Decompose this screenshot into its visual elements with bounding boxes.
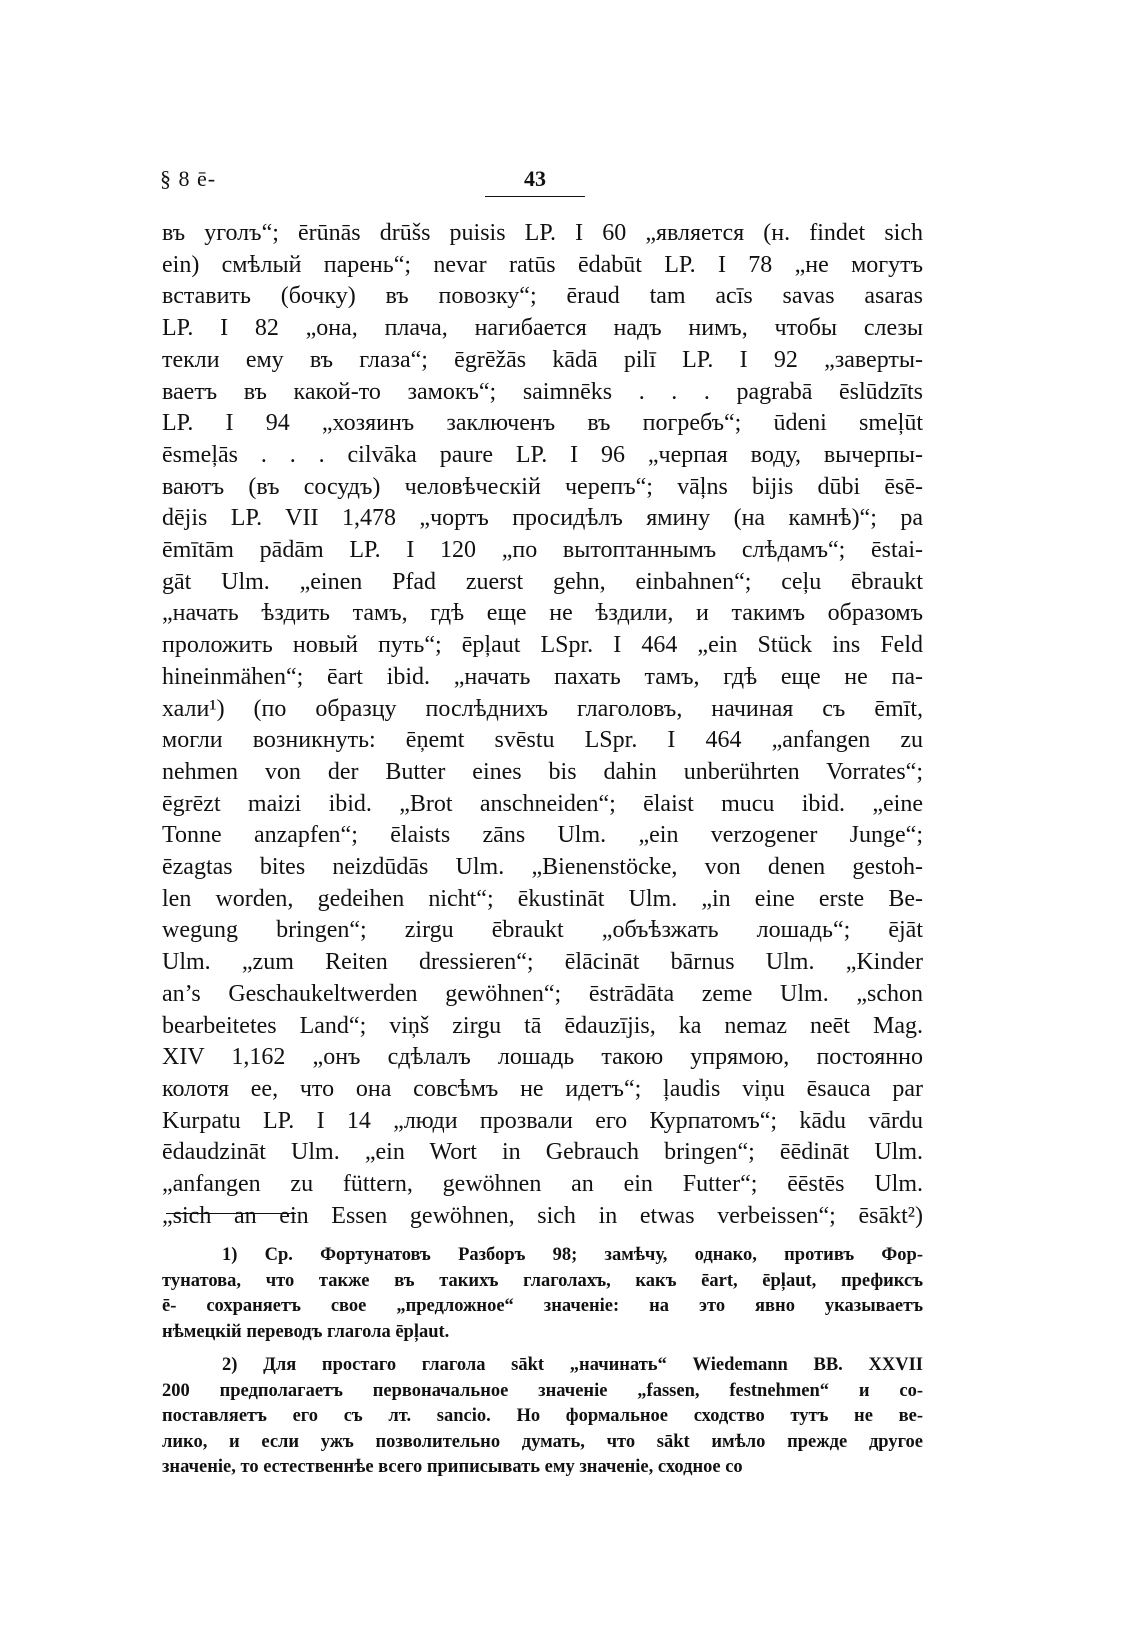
footnote-line: тунатова, что также въ такихъ глаголахъ, какъ ēart, ēpļaut, префиксъ [162, 1270, 923, 1291]
footnote-line: значеніе, то естественнѣе всего приписывать ему значеніе, сходное со [162, 1457, 743, 1477]
body-line: ēzagtas bites neizdūdās Ulm. „Bienenstöcke, von denen gestoh- [162, 854, 923, 881]
page-number-rule [485, 196, 585, 197]
body-line: ēsmeļās . . . cilvāka paure LP. I 96 „черпая воду, вычерпы- [162, 441, 923, 468]
body-line: вставить (бочку) въ повозку“; ēraud tam acīs savas asaras [162, 283, 923, 310]
footnotes [162, 1243, 923, 1489]
body-line: nehmen von der Butter eines bis dahin unberührten Vorrates“; [162, 758, 923, 785]
body-line: gāt Ulm. „einen Pfad zuerst gehn, einbahnen“; ceļu ēbraukt [162, 568, 923, 595]
footnote-separator [166, 1213, 296, 1214]
body-line: ēgrēzt maizi ibid. „Brot anschneiden“; ēlaist mucu ibid. „eine [162, 790, 923, 817]
body-text [162, 218, 923, 1233]
footnote-line: нѣмецкій переводъ глагола ēpļaut. [162, 1321, 450, 1342]
body-line: an’s Geschaukeltwerden gewöhnen“; ēstrādāta zeme Ulm. „schon [162, 980, 923, 1007]
body-line: LP. I 94 „хозяинъ заключенъ въ погребъ“; ūdeni smeļūt [162, 410, 923, 437]
body-line: ein) смѣлый парень“; nevar ratūs ēdabūt LP. I 78 „не могутъ [162, 251, 923, 278]
body-line: проложить новый путь“; ēpļaut LSpr. I 464 „ein Stück ins Feld [162, 632, 923, 659]
body-line: могли возникнуть: ēņemt svēstu LSpr. I 464 „anfangen zu [162, 727, 923, 754]
body-line: въ уголъ“; ērūnās drūšs puisis LP. I 60 „является (н. findet sich [162, 220, 923, 246]
body-line: „начать ѣздить тамъ, гдѣ еще не ѣздили, и такимъ образомъ [162, 600, 923, 627]
body-line: колотя ее, что она совсѣмъ не идетъ“; ļaudis viņu ēsauca par [162, 1075, 923, 1102]
body-line: bearbeitetes Land“; viņš zirgu tā ēdauzījis, ka nemaz neēt Mag. [162, 1012, 923, 1039]
footnote-1 [162, 1243, 923, 1345]
body-line: XIV 1,162 „онъ сдѣлалъ лошадь такою упрямою, постоянно [162, 1044, 923, 1071]
body-line: Ulm. „zum Reiten dressieren“; ēlācināt bārnus Ulm. „Kinder [162, 949, 923, 976]
body-line: „anfangen zu füttern, gewöhnen an ein Futter“; ēēstēs Ulm. [162, 1171, 923, 1198]
running-head [160, 166, 920, 206]
footnote-line: 2) Для простаго глагола sākt „начинать“ Wiedemann BB. XXVII [222, 1355, 923, 1375]
body-line: ēdaudzināt Ulm. „ein Wort in Gebrauch bringen“; ēēdināt Ulm. [162, 1139, 923, 1166]
footnote-line: поставляетъ его съ лт. sancio. Но формальное сходство тутъ не ве- [162, 1406, 923, 1426]
footnote-line: лико, и если ужъ позволительно думать, что sākt имѣло прежде другое [162, 1431, 923, 1452]
footnote-line: ē- сохраняетъ свое „предложное“ значеніе: на это явно указываетъ [162, 1296, 923, 1316]
page-number: 43 [524, 166, 546, 191]
body-line: ваютъ (въ сосудъ) человѣческій черепъ“; vāļns bijis dūbi ēsē- [162, 473, 923, 500]
body-line: ēmītām pādām LP. I 120 „по вытоптаннымъ слѣдамъ“; ēstai- [162, 537, 923, 564]
body-line: hineinmähen“; ēart ibid. „начать пахать тамъ, гдѣ еще не па- [162, 663, 923, 690]
footnote-line: 1) Ср. Фортунатовъ Разборъ 98; замѣчу, однако, противъ Фор- [222, 1245, 923, 1265]
body-line: dējis LP. VII 1,478 „чортъ просидѣлъ ямину (на камнѣ)“; pa [162, 505, 923, 532]
body-line: Kurpatu LP. I 14 „люди прозвали его Курпатомъ“; kādu vārdu [162, 1107, 923, 1134]
body-line: хали¹) (по образцу послѣднихъ глаголовъ, начиная съ ēmīt, [162, 695, 923, 722]
body-line: „sich an ein Essen gewöhnen, sich in etwas verbeissen“; ēsākt²) [162, 1202, 923, 1229]
body-line: wegung bringen“; zirgu ēbraukt „объѣзжать лошадь“; ējāt [162, 917, 923, 944]
footnote-2 [162, 1353, 923, 1481]
body-line: текли ему въ глаза“; ēgrēžās kādā pilī LP. I 92 „заверты- [162, 346, 923, 373]
footnote-line: 200 предполагаетъ первоначальное значеніе „fassen, festnehmen“ и со- [162, 1380, 923, 1401]
body-line: len worden, gedeihen nicht“; ēkustināt Ulm. „in eine erste Be- [162, 885, 923, 912]
section-marker: § 8 ē- [160, 166, 217, 191]
body-line: ваетъ въ какой-то замокъ“; saimnēks . . . pagrabā ēslūdzīts [162, 378, 923, 405]
body-line: Tonne anzapfen“; ēlaists zāns Ulm. „ein verzogener Junge“; [162, 822, 923, 849]
body-line: LP. I 82 „она, плача, нагибается надъ нимъ, чтобы слезы [162, 315, 923, 342]
